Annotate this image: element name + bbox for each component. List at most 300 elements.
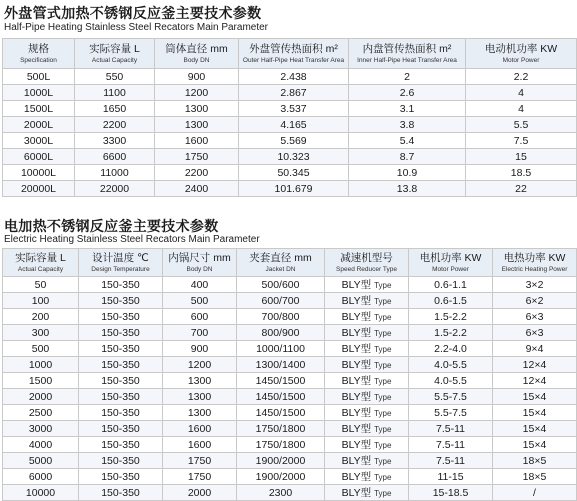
- table-row: [3, 325, 577, 341]
- table-row: [3, 293, 577, 309]
- cell-value: 1200: [187, 358, 212, 371]
- table-cell: [155, 181, 239, 197]
- table-cell: [409, 389, 493, 405]
- cell-value: 10000: [25, 486, 56, 499]
- table-row: [3, 373, 577, 389]
- table-cell: [493, 325, 577, 341]
- cell-value: 4.0-5.5: [434, 358, 467, 371]
- table-cell: [75, 149, 155, 165]
- table-cell: [493, 373, 577, 389]
- cell-value: 2: [404, 70, 410, 83]
- cell-value: 101.679: [274, 182, 313, 195]
- cell-value: 22: [515, 182, 527, 195]
- table-cell: [79, 309, 163, 325]
- cell-value: BLY型: [341, 295, 372, 307]
- table-cell: [493, 389, 577, 405]
- table-cell: [237, 485, 325, 501]
- table-cell: [163, 357, 237, 373]
- table-cell: [3, 149, 75, 165]
- table-cell: [3, 101, 75, 117]
- table-cell: [325, 405, 409, 421]
- section2-title: 电加热不锈钢反应釜主要技术参数: [4, 218, 219, 234]
- type-suffix: Type: [374, 345, 392, 354]
- type-suffix: Type: [374, 329, 392, 338]
- cell-value: 1900/2000: [255, 454, 306, 467]
- cell-value: 1750/1800: [255, 422, 306, 435]
- header-cell: [493, 249, 577, 277]
- cell-value: 100: [31, 294, 50, 307]
- type-suffix: Type: [374, 313, 392, 322]
- table-cell: [237, 405, 325, 421]
- table-cell: [237, 341, 325, 357]
- cell-value: 12×4: [522, 374, 547, 387]
- section1-title: 外盘管式加热不锈钢反应釜主要技术参数: [4, 5, 262, 21]
- table-cell: [349, 149, 466, 165]
- cell-value: 2.2: [513, 70, 529, 83]
- table-cell: [493, 357, 577, 373]
- cell-value: 800/900: [261, 326, 300, 339]
- table-cell: [493, 485, 577, 501]
- cell-value: 1900/2000: [255, 470, 306, 483]
- cell-value: 11000: [100, 166, 129, 179]
- table-cell: [325, 309, 409, 325]
- table-row: [3, 485, 577, 501]
- table-cell: [3, 341, 79, 357]
- cell-value: 6000: [28, 470, 53, 483]
- table-row: [3, 469, 577, 485]
- header-cell: [325, 249, 409, 277]
- table-cell: [3, 117, 75, 133]
- cell-value: 500L: [26, 70, 51, 83]
- cell-value: 3000L: [23, 134, 54, 147]
- table-cell: [325, 325, 409, 341]
- cell-value: 18.5: [510, 166, 532, 179]
- table-row: [3, 69, 577, 85]
- cell-value: 1450/1500: [255, 374, 306, 387]
- type-suffix: Type: [374, 473, 392, 482]
- table-row: [3, 133, 577, 149]
- cell-value: 700/800: [261, 310, 300, 323]
- header-cell: [237, 249, 325, 277]
- header-label-cn: 电动机功率 KW: [484, 42, 558, 55]
- table-cell: [409, 293, 493, 309]
- table-cell: [237, 389, 325, 405]
- table-cell: [75, 165, 155, 181]
- cell-value: BLY型: [341, 407, 372, 419]
- table-cell: [466, 181, 577, 197]
- cell-value: 4000: [28, 438, 53, 451]
- cell-value: 1750: [187, 454, 212, 467]
- table-cell: [163, 437, 237, 453]
- table-cell: [75, 117, 155, 133]
- cell-value: 7.5-11: [436, 454, 465, 467]
- table-cell: [493, 469, 577, 485]
- cell-value: 700: [190, 326, 209, 339]
- table-row: [3, 437, 577, 453]
- table-cell: [3, 309, 79, 325]
- table-cell: [155, 69, 239, 85]
- cell-value: 1600: [187, 422, 212, 435]
- header-cell: [409, 249, 493, 277]
- table-cell: [349, 101, 466, 117]
- half-pipe-parameter-table: [2, 38, 577, 197]
- type-suffix: Type: [374, 393, 392, 402]
- header-cell: [239, 39, 349, 69]
- table-cell: [163, 405, 237, 421]
- header-cell: [3, 39, 75, 69]
- table-cell: [163, 421, 237, 437]
- table-cell: [237, 437, 325, 453]
- cell-value: 15-18.5: [432, 486, 469, 499]
- table-cell: [325, 421, 409, 437]
- cell-value: 2300: [268, 486, 293, 499]
- cell-value: 150-350: [101, 406, 140, 419]
- cell-value: 150-350: [101, 326, 140, 339]
- header-label-en: Jacket DN: [265, 265, 296, 273]
- table-cell: [325, 437, 409, 453]
- table-cell: [349, 133, 466, 149]
- header-label-en: Speed Reducer Type: [336, 265, 397, 273]
- cell-value: 2200: [184, 166, 209, 179]
- cell-value: 400: [190, 278, 209, 291]
- table-row: [3, 309, 577, 325]
- table-cell: [163, 309, 237, 325]
- cell-value: /: [533, 486, 536, 499]
- header-label-cn: 夹套直径 mm: [249, 251, 312, 264]
- header-label-cn: 外盘管传热面积 m²: [249, 42, 338, 55]
- cell-value: 7.5-11: [436, 438, 465, 451]
- cell-value: 600: [190, 310, 209, 323]
- cell-value: 2500: [28, 406, 53, 419]
- table-cell: [493, 341, 577, 357]
- cell-value: 5.569: [280, 134, 307, 147]
- cell-value: 3000: [28, 422, 53, 435]
- cell-value: 15×4: [522, 422, 547, 435]
- table-cell: [325, 293, 409, 309]
- cell-value: 1.5-2.2: [434, 310, 467, 323]
- table-cell: [79, 421, 163, 437]
- table-cell: [239, 165, 349, 181]
- header-label-en: Outer Half-Pipe Heat Transfer Area: [242, 56, 345, 64]
- cell-value: 900: [190, 342, 209, 355]
- table-cell: [3, 325, 79, 341]
- header-cell: [155, 39, 239, 69]
- header-label-en: Design Temperature: [91, 265, 150, 273]
- cell-value: 500: [190, 294, 209, 307]
- cell-value: 150-350: [101, 422, 140, 435]
- cell-value: 1750: [184, 150, 209, 163]
- cell-value: 500: [31, 342, 50, 355]
- table-cell: [75, 101, 155, 117]
- cell-value: BLY型: [341, 327, 372, 339]
- cell-value: 150-350: [101, 294, 140, 307]
- cell-value: 2000: [187, 486, 212, 499]
- cell-value: BLY型: [341, 471, 372, 483]
- table-cell: [3, 85, 75, 101]
- cell-value: 3×2: [525, 278, 544, 291]
- table-cell: [79, 453, 163, 469]
- table-cell: [79, 389, 163, 405]
- table-cell: [79, 373, 163, 389]
- table-cell: [3, 405, 79, 421]
- cell-value: 4.165: [280, 118, 307, 131]
- header-label-cn: 规格: [28, 42, 49, 55]
- header-cell: [466, 39, 577, 69]
- table-cell: [325, 453, 409, 469]
- header-label-cn: 设计温度 ℃: [92, 251, 149, 264]
- cell-value: 150-350: [101, 454, 140, 467]
- type-suffix: Type: [374, 441, 392, 450]
- cell-value: BLY型: [341, 311, 372, 323]
- header-label-cn: 实际容量 L: [15, 251, 66, 264]
- table-cell: [466, 117, 577, 133]
- cell-value: BLY型: [341, 439, 372, 451]
- table-cell: [155, 149, 239, 165]
- table-cell: [3, 373, 79, 389]
- cell-value: 150-350: [101, 470, 140, 483]
- header-cell: [163, 249, 237, 277]
- cell-value: 150-350: [101, 486, 140, 499]
- table-cell: [155, 117, 239, 133]
- cell-value: 2000: [28, 390, 53, 403]
- table-cell: [3, 133, 75, 149]
- cell-value: 300: [31, 326, 50, 339]
- cell-value: 550: [105, 70, 124, 83]
- table-cell: [155, 165, 239, 181]
- cell-value: 3.1: [399, 102, 415, 115]
- table-cell: [3, 277, 79, 293]
- type-suffix: Type: [374, 281, 392, 290]
- cell-value: 1300: [184, 118, 209, 131]
- table-cell: [493, 277, 577, 293]
- header-label-en: Motor Power: [432, 265, 469, 273]
- table-cell: [237, 421, 325, 437]
- cell-value: 1300: [184, 102, 209, 115]
- cell-value: 0.6-1.1: [434, 278, 467, 291]
- header-label-en: Body DN: [183, 56, 210, 64]
- cell-value: 3.8: [399, 118, 415, 131]
- header-cell: [349, 39, 466, 69]
- header-label-cn: 电热功率 KW: [503, 251, 566, 264]
- type-suffix: Type: [374, 377, 392, 386]
- cell-value: 13.8: [396, 182, 418, 195]
- table-row: [3, 357, 577, 373]
- table-cell: [163, 341, 237, 357]
- table-cell: [75, 85, 155, 101]
- table-cell: [239, 181, 349, 197]
- table-cell: [3, 437, 79, 453]
- table-cell: [163, 277, 237, 293]
- cell-value: 3.537: [280, 102, 307, 115]
- cell-value: 18×5: [522, 470, 547, 483]
- table-cell: [237, 293, 325, 309]
- cell-value: 50.345: [277, 166, 310, 179]
- cell-value: 1450/1500: [255, 390, 306, 403]
- cell-value: 10000L: [20, 166, 57, 179]
- table-row: [3, 149, 577, 165]
- table-cell: [239, 69, 349, 85]
- table-cell: [163, 373, 237, 389]
- cell-value: 1500: [28, 374, 53, 387]
- table-cell: [79, 277, 163, 293]
- cell-value: 5.5-7.5: [434, 390, 467, 403]
- table-cell: [466, 149, 577, 165]
- table-cell: [3, 165, 75, 181]
- table-cell: [349, 85, 466, 101]
- cell-value: 150-350: [101, 278, 140, 291]
- table-cell: [237, 325, 325, 341]
- cell-value: 2400: [184, 182, 209, 195]
- table-cell: [409, 485, 493, 501]
- header-label-en: Body DN: [186, 265, 213, 273]
- cell-value: BLY型: [341, 279, 372, 291]
- cell-value: 1300: [187, 406, 212, 419]
- table-cell: [163, 485, 237, 501]
- cell-value: 5.4: [399, 134, 415, 147]
- table-cell: [409, 469, 493, 485]
- cell-value: 150-350: [101, 390, 140, 403]
- table-cell: [349, 69, 466, 85]
- table-cell: [325, 485, 409, 501]
- cell-value: BLY型: [341, 423, 372, 435]
- table-cell: [409, 453, 493, 469]
- cell-value: 5.5-7.5: [434, 406, 467, 419]
- table-cell: [239, 85, 349, 101]
- header-cell: [3, 249, 79, 277]
- table-cell: [239, 101, 349, 117]
- table-cell: [155, 85, 239, 101]
- cell-value: BLY型: [341, 487, 372, 499]
- cell-value: 600/700: [261, 294, 300, 307]
- header-label-en: Actual Capacity: [91, 56, 138, 64]
- cell-value: 12×4: [522, 358, 547, 371]
- cell-value: 6×2: [525, 294, 544, 307]
- table-cell: [325, 469, 409, 485]
- cell-value: 15×4: [522, 406, 547, 419]
- cell-value: 150-350: [101, 374, 140, 387]
- cell-value: BLY型: [341, 455, 372, 467]
- table-cell: [466, 101, 577, 117]
- table-cell: [163, 389, 237, 405]
- table-cell: [163, 453, 237, 469]
- cell-value: 1000/1100: [256, 342, 305, 355]
- cell-value: BLY型: [341, 391, 372, 403]
- table-cell: [493, 421, 577, 437]
- cell-value: 3300: [102, 134, 127, 147]
- cell-value: 150-350: [101, 438, 140, 451]
- cell-value: 7.5-11: [436, 422, 465, 435]
- cell-value: 2.867: [280, 86, 307, 99]
- cell-value: 1500L: [23, 102, 54, 115]
- table-cell: [79, 405, 163, 421]
- table-row: [3, 421, 577, 437]
- table-row: [3, 165, 577, 181]
- table-cell: [79, 293, 163, 309]
- cell-value: 1000L: [23, 86, 54, 99]
- table-cell: [79, 325, 163, 341]
- cell-value: 50: [34, 278, 47, 291]
- section2-subtitle: Electric Heating Stainless Steel Recators Main Parameter: [4, 234, 260, 245]
- table-cell: [163, 293, 237, 309]
- cell-value: 20000L: [20, 182, 57, 195]
- cell-value: 1750: [187, 470, 212, 483]
- table-cell: [466, 69, 577, 85]
- table-row: [3, 453, 577, 469]
- section1-subtitle: Half-Pipe Heating Stainless Steel Recators Main Parameter: [4, 22, 269, 33]
- cell-value: 7.5: [513, 134, 529, 147]
- table-cell: [237, 453, 325, 469]
- table-cell: [349, 181, 466, 197]
- cell-value: 1300: [187, 390, 212, 403]
- cell-value: 1000: [28, 358, 53, 371]
- cell-value: BLY型: [341, 343, 372, 355]
- type-suffix: Type: [374, 425, 392, 434]
- header-label-en: Inner Half-Pipe Heat Transfer Area: [357, 56, 457, 64]
- table-cell: [325, 373, 409, 389]
- table-row: [3, 341, 577, 357]
- table-cell: [79, 469, 163, 485]
- cell-value: 1300: [187, 374, 212, 387]
- table-cell: [237, 309, 325, 325]
- table-cell: [493, 293, 577, 309]
- table-cell: [79, 437, 163, 453]
- cell-value: 15×4: [522, 390, 547, 403]
- cell-value: 150-350: [101, 358, 140, 371]
- table-cell: [237, 357, 325, 373]
- header-row: [3, 249, 577, 277]
- table-cell: [75, 133, 155, 149]
- header-cell: [79, 249, 163, 277]
- cell-value: 4: [518, 86, 524, 99]
- table-cell: [237, 469, 325, 485]
- table-row: [3, 277, 577, 293]
- table-cell: [155, 133, 239, 149]
- header-label-cn: 减速机型号: [340, 251, 393, 264]
- header-label-cn: 实际容量 L: [89, 42, 140, 55]
- cell-value: 900: [187, 70, 206, 83]
- cell-value: 9×4: [525, 342, 544, 355]
- table-cell: [466, 85, 577, 101]
- cell-value: 1450/1500: [255, 406, 306, 419]
- cell-value: 150-350: [101, 310, 140, 323]
- table-cell: [79, 341, 163, 357]
- table-cell: [409, 373, 493, 389]
- cell-value: 2.2-4.0: [434, 342, 467, 355]
- table-cell: [237, 277, 325, 293]
- table-cell: [409, 405, 493, 421]
- cell-value: 6000L: [23, 150, 54, 163]
- type-suffix: Type: [374, 361, 392, 370]
- table-cell: [239, 149, 349, 165]
- table-cell: [325, 277, 409, 293]
- cell-value: 0.6-1.5: [434, 294, 467, 307]
- cell-value: 200: [31, 310, 50, 323]
- table-cell: [349, 165, 466, 181]
- table-cell: [3, 453, 79, 469]
- cell-value: 2000L: [23, 118, 54, 131]
- electric-heating-parameter-table: [2, 248, 577, 501]
- table-cell: [466, 165, 577, 181]
- table-cell: [325, 341, 409, 357]
- cell-value: 2.6: [399, 86, 415, 99]
- table-row: [3, 85, 577, 101]
- header-label-cn: 电机功率 KW: [419, 251, 482, 264]
- cell-value: 4.0-5.5: [434, 374, 467, 387]
- cell-value: 15: [515, 150, 527, 163]
- table-row: [3, 101, 577, 117]
- cell-value: 15×4: [522, 438, 547, 451]
- cell-value: 1200: [184, 86, 209, 99]
